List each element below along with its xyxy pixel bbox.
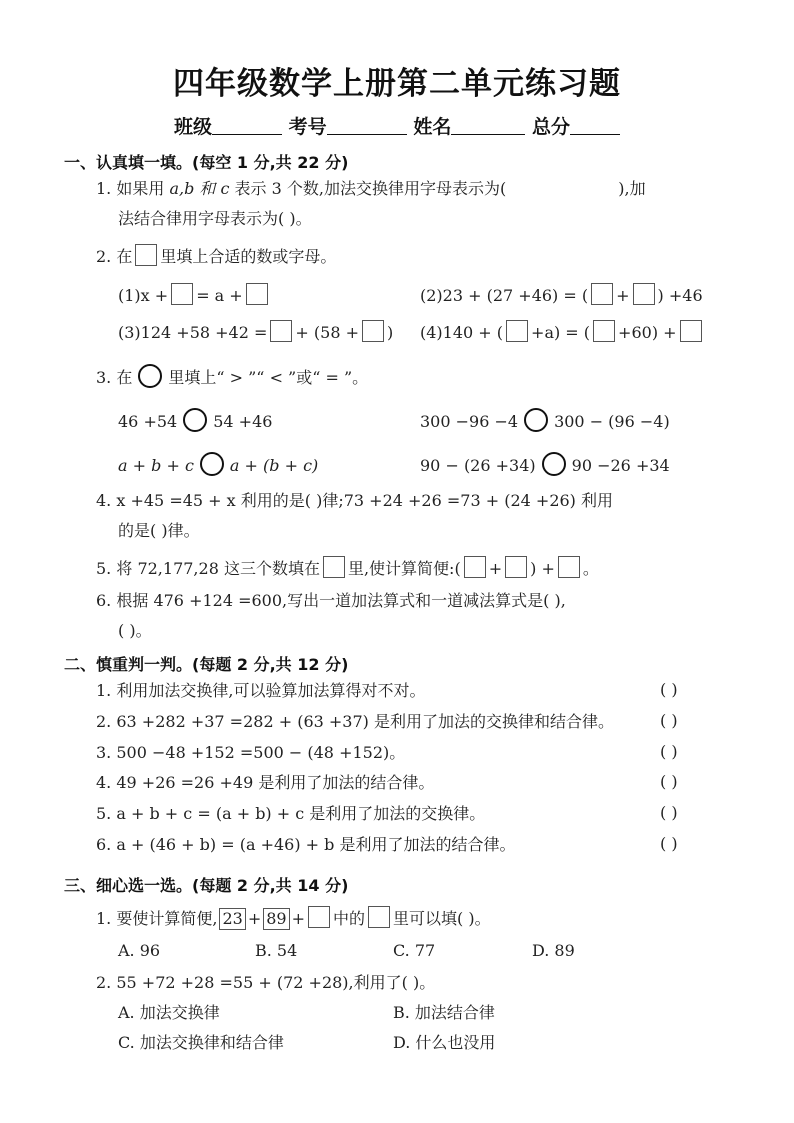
q5-a: 5. 将 72,177,28 这三个数填在 xyxy=(96,559,320,578)
q1-line2: 法结合律用字母表示为( )。 xyxy=(118,209,312,228)
q2-3-b: + (58 + xyxy=(295,323,359,342)
q2-part-3 xyxy=(118,320,393,344)
q3-intro xyxy=(96,364,368,389)
q3-c-circle[interactable] xyxy=(200,452,224,476)
q2-1-box-1[interactable] xyxy=(171,283,193,305)
choice-q1-option-b[interactable]: B. 54 xyxy=(255,941,298,960)
q2-intro-b: 里填上合适的数或字母。 xyxy=(160,247,337,266)
choice-q1 xyxy=(96,906,491,930)
judge-item-1: 1. 利用加法交换律,可以验算加法算得对不对。 xyxy=(96,681,426,700)
judge-answer-1[interactable]: ( ) xyxy=(660,680,678,699)
judge-item-6: 6. a + (46 + b) = (a +46) + b 是利用了加法的结合律。 xyxy=(96,835,516,854)
student-info-line xyxy=(0,112,794,139)
q2-4-c: +60) + xyxy=(618,323,677,342)
q6-line1: 6. 根据 476 +124 =600,写出一道加法算式和一道减法算式是( ), xyxy=(96,591,566,610)
choice-q1-b: 中的 xyxy=(332,909,365,928)
q2-2-c: ) +46 xyxy=(657,286,703,305)
q3-a-circle[interactable] xyxy=(183,408,207,432)
q2-4-b: +a) = ( xyxy=(531,323,591,342)
q2-4-box-2[interactable] xyxy=(593,320,615,342)
q5-box-3[interactable] xyxy=(558,556,580,578)
q3-compare-a xyxy=(118,408,272,433)
q1-text-b: 表示 3 个数,加法交换律用字母表示为( xyxy=(229,179,507,198)
exam-no-label: 考号 xyxy=(288,116,327,138)
q2-1-b: = a + xyxy=(196,286,243,305)
q3-a-left: 46 +54 xyxy=(118,412,178,431)
judge-answer-2[interactable]: ( ) xyxy=(660,711,678,730)
q2-2-a: (2)23 + (27 +46) = ( xyxy=(420,286,589,305)
choice-q1-option-c[interactable]: C. 77 xyxy=(393,941,436,960)
q3-d-right: 90 −26 +34 xyxy=(571,456,670,475)
q3-intro-b: 里填上“ > ”“ < ”或“ = ”。 xyxy=(168,368,369,387)
choice-q1-option-a[interactable]: A. 96 xyxy=(118,941,161,960)
q1-text-a: 1. 如果用 xyxy=(96,179,170,198)
choice-q1-c: 里可以填( )。 xyxy=(393,909,491,928)
q4-line2: 的是( )律。 xyxy=(118,521,200,540)
choice-q1-plus-2: + xyxy=(291,909,305,928)
choice-q2-option-a[interactable]: A. 加法交换律 xyxy=(118,1003,220,1022)
q2-part-4 xyxy=(420,320,705,344)
choice-q2: 2. 55 +72 +28 =55 + (72 +28),利用了( )。 xyxy=(96,973,436,992)
q5-d: ) + xyxy=(530,559,555,578)
q3-intro-a: 3. 在 xyxy=(96,368,133,387)
q2-4-a: (4)140 + ( xyxy=(420,323,504,342)
q2-3-c: ) xyxy=(387,323,394,342)
q5-box-2[interactable] xyxy=(505,556,527,578)
q2-3-box-2[interactable] xyxy=(362,320,384,342)
name-field[interactable] xyxy=(451,116,525,135)
q2-1-box-2[interactable] xyxy=(246,283,268,305)
class-field[interactable] xyxy=(212,116,282,135)
q2-3-a: (3)124 +58 +42 = xyxy=(118,323,268,342)
q3-b-left: 300 −96 −4 xyxy=(420,412,519,431)
choice-q1-a: 1. 要使计算简便, xyxy=(96,909,218,928)
q3-b-circle[interactable] xyxy=(524,408,548,432)
choice-q1-num-2: 89 xyxy=(263,908,289,930)
choice-q1-plus-1: + xyxy=(247,909,262,928)
q1-text-c: ),加 xyxy=(618,179,646,198)
judge-answer-6[interactable]: ( ) xyxy=(660,834,678,853)
q2-4-box-1[interactable] xyxy=(506,320,528,342)
q5-box-1[interactable] xyxy=(464,556,486,578)
q5-b: 里,使计算简便:( xyxy=(347,559,461,578)
q2-1-a: (1)x + xyxy=(118,286,169,305)
page-title: 四年级数学上册第二单元练习题 xyxy=(173,66,621,102)
q3-b-right: 300 − (96 −4) xyxy=(554,412,670,431)
q5-c: + xyxy=(488,559,503,578)
q2-2-box-1[interactable] xyxy=(591,283,613,305)
section-1-heading: 一、认真填一填。(每空 1 分,共 22 分) xyxy=(64,153,349,172)
q3-compare-c xyxy=(118,452,318,477)
judge-answer-5[interactable]: ( ) xyxy=(660,803,678,822)
choice-q2-option-c[interactable]: C. 加法交换律和结合律 xyxy=(118,1033,284,1052)
class-label: 班级 xyxy=(174,116,213,138)
q2-intro-a: 2. 在 xyxy=(96,247,133,266)
section-3-heading: 三、细心选一选。(每题 2 分,共 14 分) xyxy=(64,876,349,895)
choice-q1-box-ref xyxy=(368,906,390,928)
q2-2-b: + xyxy=(616,286,630,305)
choice-q1-box xyxy=(308,906,330,928)
choice-q2-option-d[interactable]: D. 什么也没用 xyxy=(393,1033,496,1052)
q2-3-box-1[interactable] xyxy=(270,320,292,342)
judge-item-2: 2. 63 +282 +37 =282 + (63 +37) 是利用了加法的交换律和结合律。 xyxy=(96,712,614,731)
q2-2-box-2[interactable] xyxy=(633,283,655,305)
q5-example-box xyxy=(323,556,345,578)
score-field[interactable] xyxy=(570,116,620,135)
score-label: 总分 xyxy=(531,116,570,138)
q6-line2: ( )。 xyxy=(118,621,152,640)
q4-line1: 4. x +45 =45 + x 利用的是( )律;73 +24 +26 =73 + (24 +26) 利用 xyxy=(96,491,614,510)
q5-line xyxy=(96,556,599,580)
exam-no-field[interactable] xyxy=(327,116,407,135)
q3-c-right: a + (b + c) xyxy=(229,456,319,475)
example-circle xyxy=(138,364,162,388)
q5-e: 。 xyxy=(582,559,599,578)
q3-compare-d xyxy=(420,452,670,477)
choice-q1-option-d[interactable]: D. 89 xyxy=(532,941,575,960)
judge-item-4: 4. 49 +26 =26 +49 是利用了加法的结合律。 xyxy=(96,773,435,792)
example-box xyxy=(135,244,157,266)
q3-d-circle[interactable] xyxy=(542,452,566,476)
judge-answer-4[interactable]: ( ) xyxy=(660,772,678,791)
q3-c-left: a + b + c xyxy=(118,456,194,475)
choice-q1-num-1: 23 xyxy=(219,908,245,930)
name-label: 姓名 xyxy=(413,116,452,138)
q2-part-1 xyxy=(118,283,271,307)
judge-item-3: 3. 500 −48 +152 =500 − (48 +152)。 xyxy=(96,743,406,762)
section-2-heading: 二、慎重判一判。(每题 2 分,共 12 分) xyxy=(64,655,349,674)
choice-q2-option-b[interactable]: B. 加法结合律 xyxy=(393,1003,495,1022)
q3-compare-b xyxy=(420,408,670,433)
q3-a-right: 54 +46 xyxy=(213,412,273,431)
q2-intro xyxy=(96,244,336,268)
q3-d-left: 90 − (26 +34) xyxy=(420,456,536,475)
q1-vars: a,b 和 c xyxy=(169,179,230,198)
q2-4-box-3[interactable] xyxy=(680,320,702,342)
q2-part-2 xyxy=(420,283,703,307)
judge-item-5: 5. a + b + c = (a + b) + c 是利用了加法的交换律。 xyxy=(96,804,486,823)
q1-line1 xyxy=(96,178,646,200)
judge-answer-3[interactable]: ( ) xyxy=(660,742,678,761)
